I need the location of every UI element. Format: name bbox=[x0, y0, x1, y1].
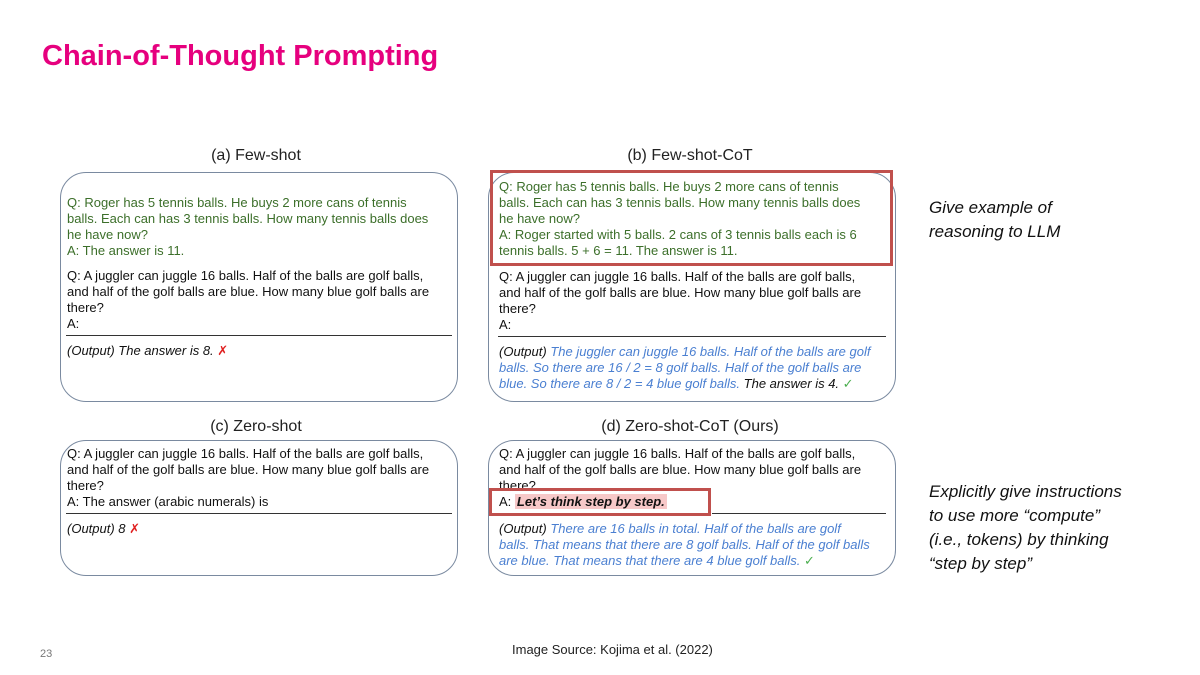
panel-a-question: Q: A juggler can juggle 16 balls. Half of the balls are golf balls, and half of the golf balls are blue. How many blue golf balls are there? A: bbox=[67, 268, 447, 332]
wrong-mark-icon: ✗ bbox=[129, 521, 141, 536]
instruction-highlight-box bbox=[489, 488, 711, 516]
panel-c-answer-prompt: A: The answer (arabic numerals) is bbox=[67, 494, 269, 509]
panel-b-example: Q: Roger has 5 tennis balls. He buys 2 more cans of tennis balls. Each can has 3 tennis balls. How many tennis balls does he have now? A: Roger started with 5 balls. 2 cans of 3 tennis balls each is 6 tennis balls. 5 + 6 = 11. The answer is 11. bbox=[499, 179, 861, 258]
panel-a-divider bbox=[66, 335, 452, 336]
panel-d-divider bbox=[712, 513, 886, 514]
panel-b-output-answer: The answer is 4. bbox=[743, 376, 840, 391]
correct-mark-icon: ✓ bbox=[803, 553, 815, 568]
image-source-caption: Image Source: Kojima et al. (2022) bbox=[512, 642, 713, 657]
panel-c-question: Q: A juggler can juggle 16 balls. Half of the balls are golf balls, and half of the golf balls are blue. How many blue golf balls are there? A: The answer (arabic numerals) is bbox=[67, 446, 453, 510]
panel-d-output: (Output) There are 16 balls in total. Half of the balls are golf balls. That means that there are 8 golf balls. Half of the golf balls are blue. That means that there are 4 blue golf balls. ✓ bbox=[499, 521, 870, 568]
panel-c-output-text: (Output) 8 bbox=[67, 521, 126, 536]
panel-c-title: (c) Zero-shot bbox=[210, 418, 302, 435]
panel-b-answer-prompt: A: bbox=[499, 317, 512, 332]
panel-c-divider bbox=[66, 513, 452, 514]
panel-d-answer-prompt: A: Let’s think step by step. bbox=[499, 494, 665, 509]
example-highlight-box bbox=[490, 170, 893, 266]
panel-a-output bbox=[67, 343, 447, 359]
note-zero-shot: Explicitly give instructions to use more “compute” (i.e., tokens) by thinking “step by step” bbox=[929, 482, 1122, 573]
wrong-mark-icon: ✗ bbox=[217, 343, 229, 358]
panel-d-question: Q: A juggler can juggle 16 balls. Half of the balls are golf balls, and half of the golf balls are blue. How many blue golf balls are there? bbox=[499, 446, 862, 493]
note-few-shot: Give example of reasoning to LLM bbox=[929, 198, 1061, 241]
panel-b-output: (Output) The juggler can juggle 16 balls. Half of the balls are golf balls. So there are 16 / 2 = 8 golf balls. Half of the golf balls are blue. So there are 8 / 2 = 4 blue golf balls. The answer is 4. ✓ bbox=[499, 344, 871, 391]
panel-b-title: (b) Few-shot-CoT bbox=[627, 147, 753, 164]
think-step-by-step-phrase: Let’s think step by step. bbox=[516, 494, 665, 509]
panel-b-question: Q: A juggler can juggle 16 balls. Half of the balls are golf balls, and half of the golf balls are blue. How many blue golf balls are there? A: bbox=[499, 269, 885, 333]
slide-number: 23 bbox=[40, 648, 53, 660]
panel-a-answer-prompt: A: bbox=[67, 316, 80, 331]
panel-d-output-label: (Output) bbox=[499, 521, 547, 536]
panel-b-divider bbox=[498, 336, 886, 337]
panel-a-example-answer: A: The answer is 11. bbox=[67, 243, 185, 258]
slide-title: Chain-of-Thought Prompting bbox=[42, 40, 439, 72]
panel-a-output-text: (Output) The answer is 8. bbox=[67, 343, 214, 358]
panel-c-output bbox=[67, 521, 447, 537]
panel-a-title: (a) Few-shot bbox=[211, 147, 301, 164]
panel-b-output-label: (Output) bbox=[499, 344, 547, 359]
panel-d-title: (d) Zero-shot-CoT (Ours) bbox=[601, 418, 779, 435]
panel-a-example-question: Q: Roger has 5 tennis balls. He buys 2 more cans of tennis balls. Each can has 3 tennis balls. How many tennis balls does he have now? A: The answer is 11. bbox=[67, 195, 447, 259]
correct-mark-icon: ✓ bbox=[842, 376, 854, 391]
